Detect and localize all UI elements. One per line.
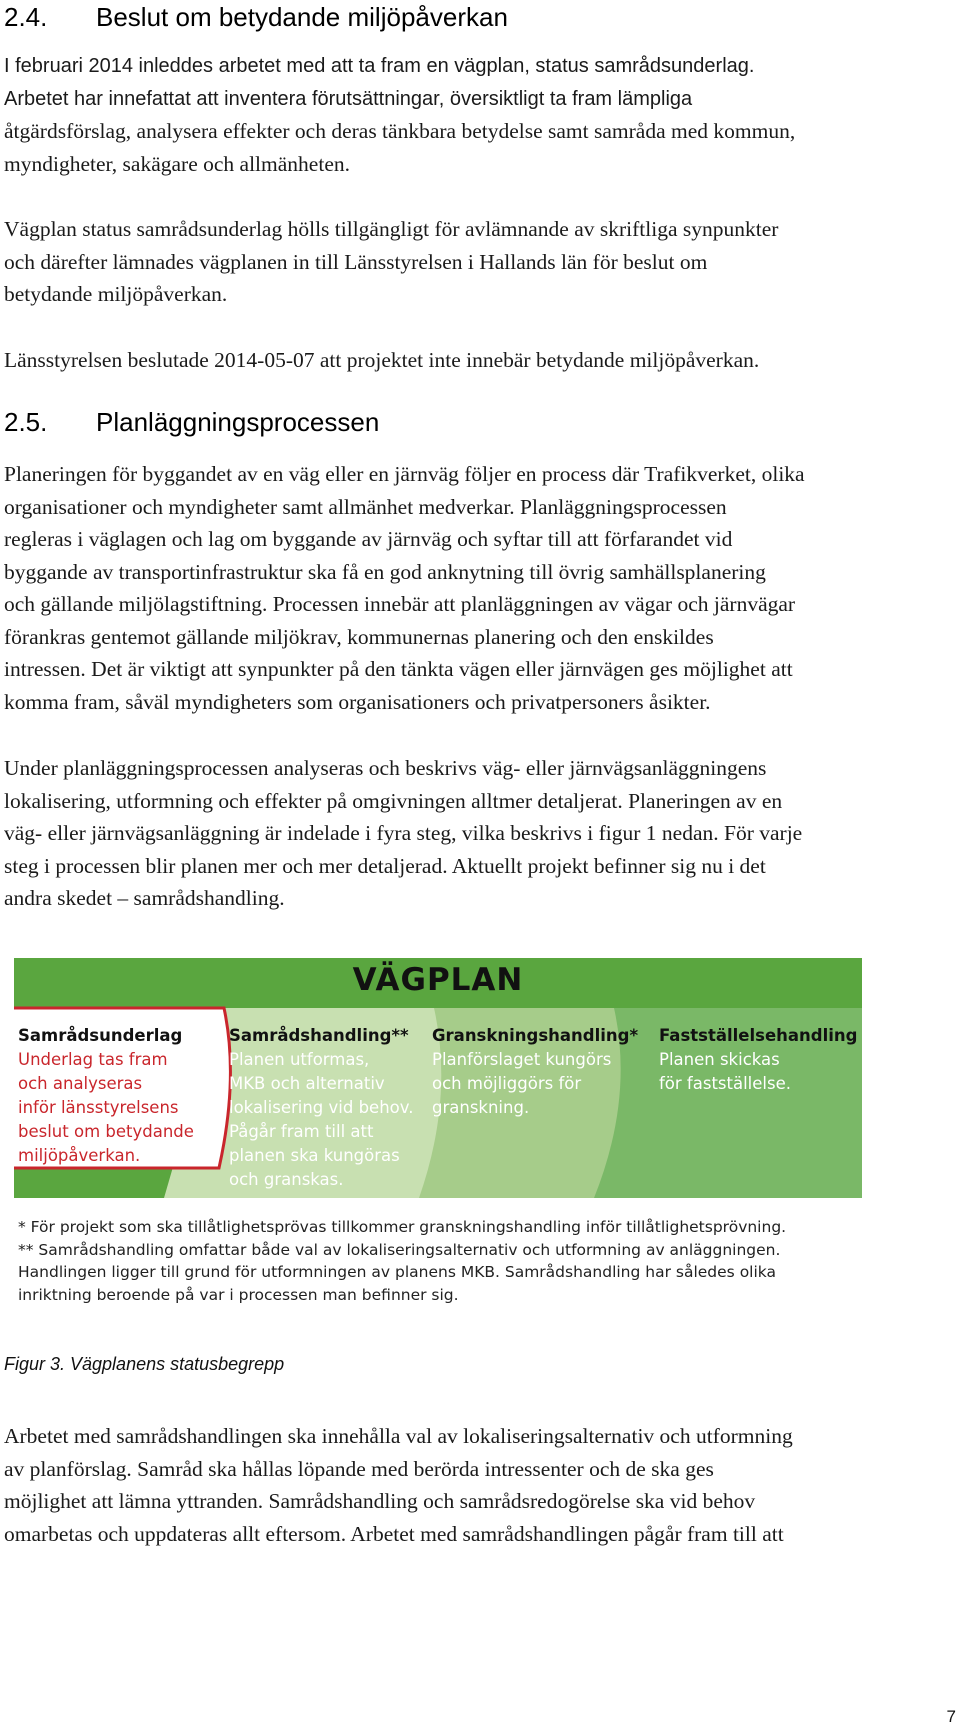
text-line: Arbetet har innefattat att inventera förutsättningar, översiktligt ta fram lämpliga	[4, 87, 693, 110]
text-line: intressen. Det är viktigt att synpunkter på den tänkta vägen eller järnvägen ges möjlighet att	[4, 657, 793, 681]
page-number: 7	[946, 1707, 956, 1726]
step-line: för fastställelse.	[659, 1074, 791, 1093]
text-line: andra skedet – samrådshandling.	[4, 886, 285, 910]
text-line: åtgärdsförslag, analysera effekter och deras tänkbara betydelse samt samråda med kommun,	[4, 119, 796, 143]
text-line: och därefter lämnades vägplanen in till Länsstyrelsen i Hallands län för beslut om	[4, 249, 708, 274]
figure-caption: Figur 3. Vägplanens statusbegrepp	[4, 1354, 285, 1374]
text-line: Länsstyrelsen beslutade 2014-05-07 att projektet inte innebär betydande miljöpåverkan.	[4, 348, 760, 372]
text-line: och gällande miljölagstiftning. Processen innebär att planläggningen av vägar och järnvägar	[4, 592, 796, 616]
text-line: regleras i väglagen och lag om byggande av järnväg och syftar till att förfarandet vid	[4, 527, 733, 551]
text-line: komma fram, såväl myndigheters som organisationers och privatpersoners åsikter.	[4, 689, 711, 714]
text-line: steg i processen blir planen mer och mer detaljerad. Aktuellt projekt befinner sig nu i det	[4, 853, 766, 878]
paragraph-2-4-second	[4, 213, 956, 311]
text-line: Under planläggningsprocessen analyseras och beskrivs väg- eller järnvägsanläggningens	[4, 756, 767, 780]
step-title: Fastställelsehandling	[659, 1026, 858, 1045]
text-line: omarbetas och uppdateras allt eftersom. Arbetet med samrådshandlingen pågår fram till att	[4, 1521, 784, 1546]
step-line: Planen utformas,	[229, 1050, 370, 1069]
step-line: beslut om betydande	[18, 1122, 194, 1141]
text-line: väg- eller järnvägsanläggning är indelade i fyra steg, vilka beskrivs i figur 1 nedan. För varje	[4, 821, 803, 845]
text-line: myndigheter, sakägare och allmänheten.	[4, 151, 350, 176]
step-line: Planförslaget kungörs	[432, 1050, 612, 1069]
footnote-line: Handlingen ligger till grund för utformningen av planens MKB. Samrådshandling har således olika	[18, 1263, 776, 1281]
text-line: I februari 2014 inleddes arbetet med att ta fram en vägplan, status samrådsunderlag.	[4, 55, 755, 77]
paragraph-2-4-decision	[4, 344, 956, 377]
step-line: inför länsstyrelsens	[18, 1098, 179, 1117]
section-heading-2-4	[4, 2, 508, 33]
figure-footnotes	[18, 1216, 786, 1306]
step-line: planen ska kungöras	[229, 1146, 400, 1165]
step-line: MKB och alternativ	[229, 1074, 385, 1093]
section-title: Beslut om betydande miljöpåverkan	[96, 2, 508, 32]
step-line: miljöpåverkan.	[18, 1146, 141, 1165]
footnote-line: ** Samrådshandling omfattar både val av lokaliseringsalternativ och utformning av anläggningen.	[18, 1240, 781, 1259]
text-line: Arbetet med samrådshandlingen ska innehålla val av lokaliseringsalternativ och utformning	[4, 1424, 793, 1448]
paragraph-2-5-process	[4, 458, 956, 718]
step-samradshandling	[229, 1024, 414, 1192]
step-title: Samrådsunderlag	[18, 1026, 183, 1045]
footnote-line: inriktning beroende på var i processen man befinner sig.	[18, 1285, 459, 1304]
section-number: 2.5.	[4, 407, 48, 437]
step-line: och analyseras	[18, 1074, 143, 1093]
text-line: av planförslag. Samråd ska hållas löpande med berörda intressenter och de ska ges	[4, 1456, 714, 1481]
step-line: granskning.	[432, 1098, 530, 1117]
paragraph-2-5-steps	[4, 752, 956, 915]
section-number: 2.4.	[4, 2, 48, 32]
step-line: Pågår fram till att	[229, 1122, 374, 1141]
step-title: Granskningshandling*	[432, 1026, 639, 1045]
text-line: lokalisering, utformning och effekter på omgivningen alltmer detaljerat. Planeringen av en	[4, 788, 783, 813]
step-line: och möjliggörs för	[432, 1074, 582, 1093]
text-line: byggande av transportinfrastruktur ska få en god anknytning till övrig samhällsplanering	[4, 559, 766, 584]
footnote-line: * För projekt som ska tillåtlighetsprövas tillkommer granskningshandling inför tillåtlighetsprövning.	[18, 1218, 787, 1236]
section-title: Planläggningsprocessen	[96, 407, 380, 437]
step-title: Samrådshandling**	[229, 1026, 409, 1045]
paragraph-after-figure	[4, 1420, 956, 1550]
text-line: Vägplan status samrådsunderlag hölls tillgängligt för avlämnande av skriftliga synpunkter	[4, 217, 779, 241]
step-granskningshandling	[432, 1024, 638, 1120]
vagplan-figure	[14, 958, 862, 1323]
section-heading-2-5	[4, 407, 379, 438]
step-line: Planen skickas	[659, 1050, 780, 1069]
text-line: organisationer och myndigheter samt allmänhet medverkar. Planläggningsprocessen	[4, 494, 727, 519]
step-faststallelsehandling	[659, 1024, 857, 1096]
text-line: Planeringen för byggandet av en väg eller en järnväg följer en process där Trafikverket, olika	[4, 462, 805, 486]
paragraph-2-4-intro	[4, 50, 956, 180]
step-samradsunderlag	[18, 1024, 194, 1168]
figure-title: VÄGPLAN	[352, 962, 524, 998]
text-line: betydande miljöpåverkan.	[4, 282, 228, 306]
step-line: lokalisering vid behov.	[229, 1098, 414, 1117]
step-line: och granskas.	[229, 1170, 344, 1189]
text-line: möjlighet att lämna yttranden. Samrådshandling och samrådsredogörelse ska vid behov	[4, 1489, 756, 1513]
step-line: Underlag tas fram	[18, 1050, 168, 1069]
text-line: förankras gentemot gällande miljökrav, kommunernas planering och den enskildes	[4, 624, 714, 649]
